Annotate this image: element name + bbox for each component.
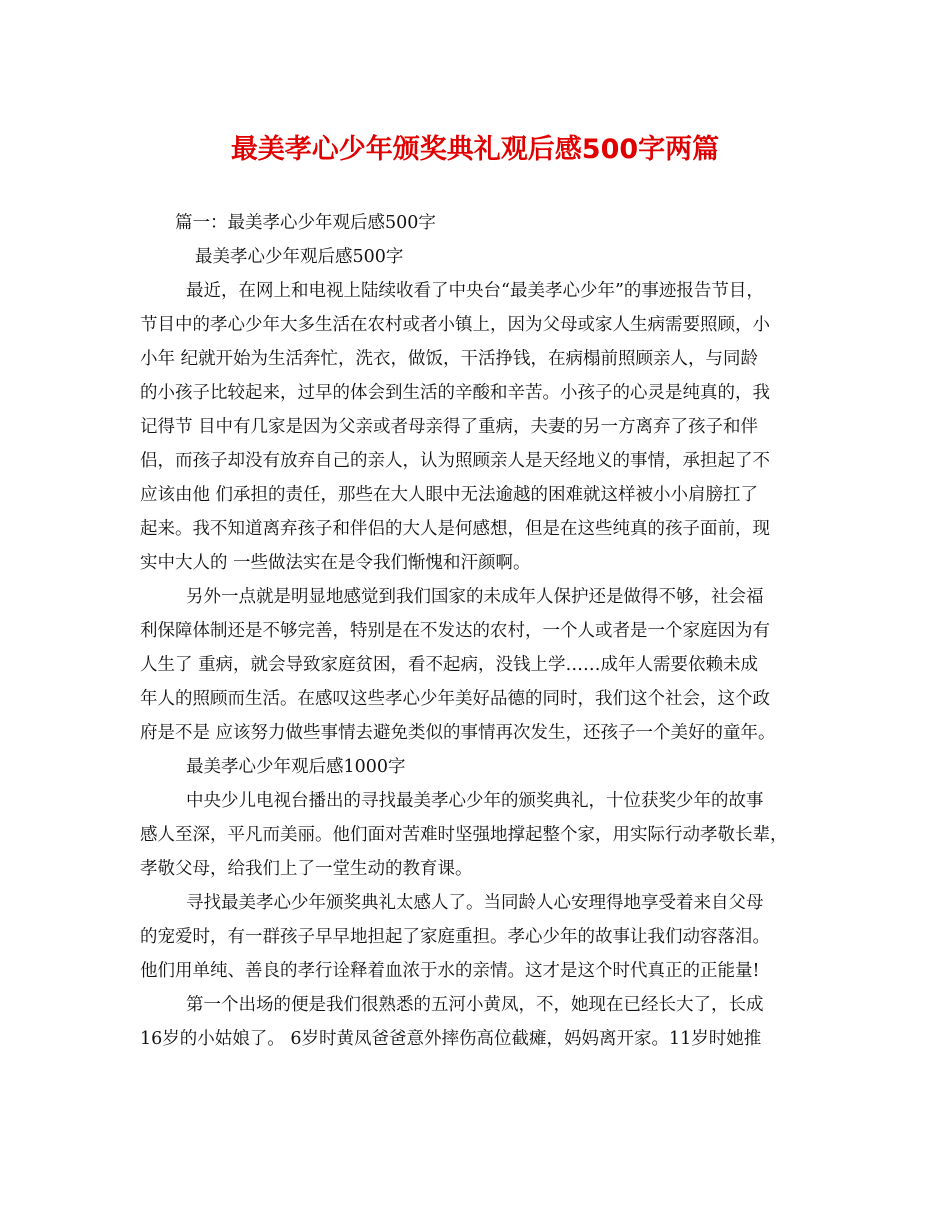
- paragraph-line: 实中大人的 一些做法实在是令我们惭愧和汗颜啊。: [140, 553, 531, 573]
- paragraph-line: 应该由他 们承担的责任，那些在大人眼中无法逾越的困难就这样被小小肩膀扛了: [140, 485, 759, 505]
- document-title: 最美孝心少年颁奖典礼观后感500字两篇: [230, 134, 720, 165]
- paragraph-line: 记得节 目中有几家是因为父亲或者母亲得了重病，夫妻的另一方离弃了孩子和伴: [140, 417, 759, 437]
- paragraph-line: 年人的照顾而生活。在感叹这些孝心少年美好品德的同时，我们这个社会，这个政: [140, 689, 770, 709]
- paragraph-line: 的宠爱时，有一群孩子早早地担起了家庭重担。孝心少年的故事让我们动容落泪。: [140, 927, 770, 947]
- paragraph-line: 第一个出场的便是我们很熟悉的五河小黄凤，不，她现在已经长大了，长成: [186, 995, 764, 1015]
- subsection-heading: 最美孝心少年观后感500字: [195, 247, 404, 267]
- subsection-heading: 最美孝心少年观后感1000字: [186, 757, 406, 777]
- paragraph-line: 寻找最美孝心少年颁奖典礼太感人了。当同龄人心安理得地享受着来自父母: [186, 893, 764, 913]
- paragraph-line: 小年 纪就开始为生活奔忙，洗衣，做饭，干活挣钱，在病榻前照顾亲人，与同龄: [140, 349, 759, 369]
- paragraph-line: 孝敬父母，给我们上了一堂生动的教育课。: [140, 859, 473, 879]
- document-body: [140, 206, 820, 1056]
- paragraph-line: 16岁的小姑娘了。 6岁时黄凤爸爸意外摔伤高位截瘫，妈妈离开家。11岁时她推: [140, 1029, 762, 1049]
- paragraph-line: 最近，在网上和电视上陆续收看了中央台“最美孝心少年”的事迹报告节目，: [186, 281, 764, 301]
- paragraph-line: 利保障体制还是不够完善，特别是在不发达的农村，一个人或者是一个家庭因为有: [140, 621, 770, 641]
- paragraph-line: 中央少儿电视台播出的寻找最美孝心少年的颁奖典礼，十位获奖少年的故事: [186, 791, 764, 811]
- section-heading: 篇一：最美孝心少年观后感500字: [175, 213, 436, 233]
- paragraph-line: 起来。我不知道离弃孩子和伴侣的大人是何感想，但是在这些纯真的孩子面前，现: [140, 519, 770, 539]
- paragraph-line: 另外一点就是明显地感觉到我们国家的未成年人保护还是做得不够，社会福: [186, 587, 764, 607]
- paragraph-line: 府是不是 应该努力做些事情去避免类似的事情再次发生，还孩子一个美好的童年。: [140, 723, 776, 743]
- paragraph-line: 节目中的孝心少年大多生活在农村或者小镇上，因为父母或家人生病需要照顾，小: [140, 315, 770, 335]
- paragraph-line: 他们用单纯、善良的孝行诠释着血浓于水的亲情。这才是这个时代真正的正能量!: [140, 961, 760, 981]
- paragraph-line: 感人至深，平凡而美丽。他们面对苦难时坚强地撑起整个家，用实际行动孝敬长辈，: [140, 825, 788, 845]
- paragraph-line: 人生了 重病，就会导致家庭贫困，看不起病，没钱上学……成年人需要依赖未成: [140, 655, 759, 675]
- paragraph-line: 的小孩子比较起来，过早的体会到生活的辛酸和辛苦。小孩子的心灵是纯真的，我: [140, 383, 770, 403]
- paragraph-line: 侣，而孩子却没有放弃自己的亲人，认为照顾亲人是天经地义的事情，承担起了不: [140, 451, 770, 471]
